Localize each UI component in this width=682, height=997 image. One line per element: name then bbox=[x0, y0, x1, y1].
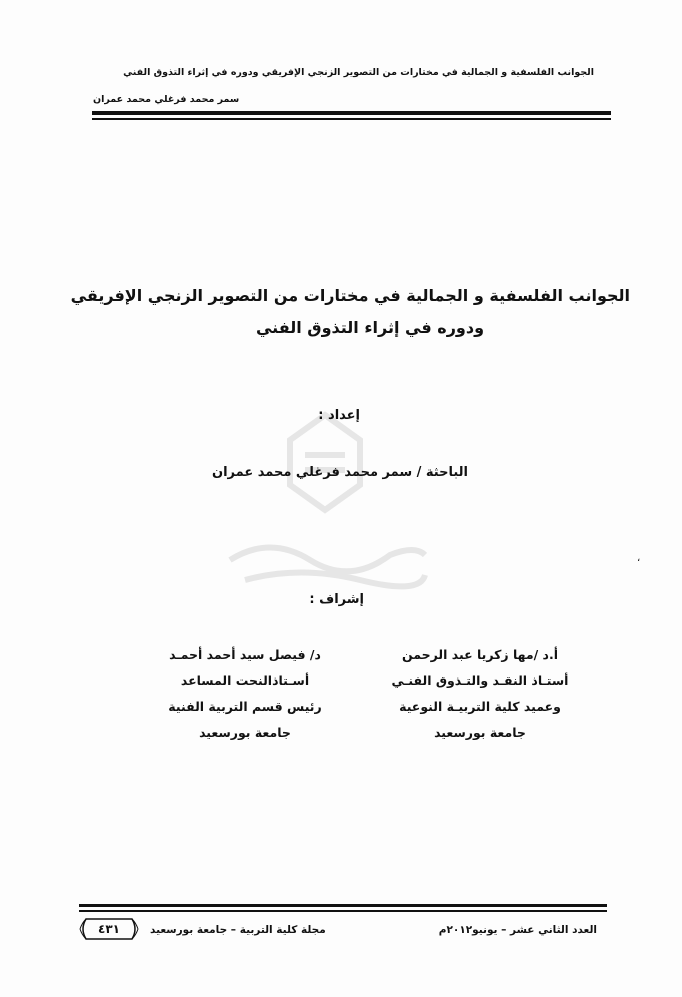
header-rule-thin bbox=[92, 118, 611, 120]
supervisor-1-name: أ.د /مها زكريا عبد الرحمن bbox=[402, 647, 558, 662]
supervisor-2-position: رئيس قسم التربية الفنية bbox=[168, 699, 322, 714]
supervisor-2-name: د/ فيصل سيد أحمد أحمـد bbox=[169, 647, 321, 662]
supervisor-1-university: جامعة بورسعيد bbox=[434, 725, 526, 740]
page-number: ٤٣١ bbox=[98, 922, 120, 936]
supervisor-2-title: أسـتاذالنحت المساعد bbox=[180, 673, 310, 688]
author-name: الباحثة / سمر محمد فرغلي محمد عمران bbox=[211, 465, 469, 480]
supervisor-1-position: وعميد كلية التربيـة النوعية bbox=[399, 699, 561, 714]
footer-journal: مجلة كلية التربية – جامعة بورسعيد bbox=[150, 924, 326, 936]
paper-title-line1: الجوانب الفلسفية و الجمالية في مختارات من التصوير الزنجي الإفريقي bbox=[70, 286, 630, 305]
supervisor-2-university: جامعة بورسعيد bbox=[199, 725, 291, 740]
supervisor-2-block bbox=[145, 642, 345, 746]
university-seal-watermark bbox=[210, 395, 440, 595]
footer-issue: العدد الثاني عشر – يونيو٢٠١٢م bbox=[438, 924, 597, 936]
supervision-label: إشراف : bbox=[309, 592, 364, 607]
margin-mark: ، bbox=[637, 553, 641, 564]
running-header-author: سمر محمد فرغلي محمد عمران bbox=[93, 94, 240, 105]
running-header-title: الجوانب الفلسفية و الجمالية في مختارات من التصوير الزنجي الإفريقي ودوره في إثراء التذوق الفني bbox=[123, 67, 594, 78]
paper-title-line2: ودوره في إثراء التذوق الفني bbox=[255, 318, 485, 337]
footer-rule-thick bbox=[79, 904, 607, 907]
supervisor-1-title: أستـاذ النقـد والتـذوق الفنـي bbox=[391, 673, 569, 688]
footer-rule-thin bbox=[79, 910, 607, 912]
prepared-by-label: إعداد : bbox=[318, 408, 360, 423]
supervisor-1-block bbox=[370, 642, 590, 746]
header-rule-thick bbox=[92, 111, 611, 115]
